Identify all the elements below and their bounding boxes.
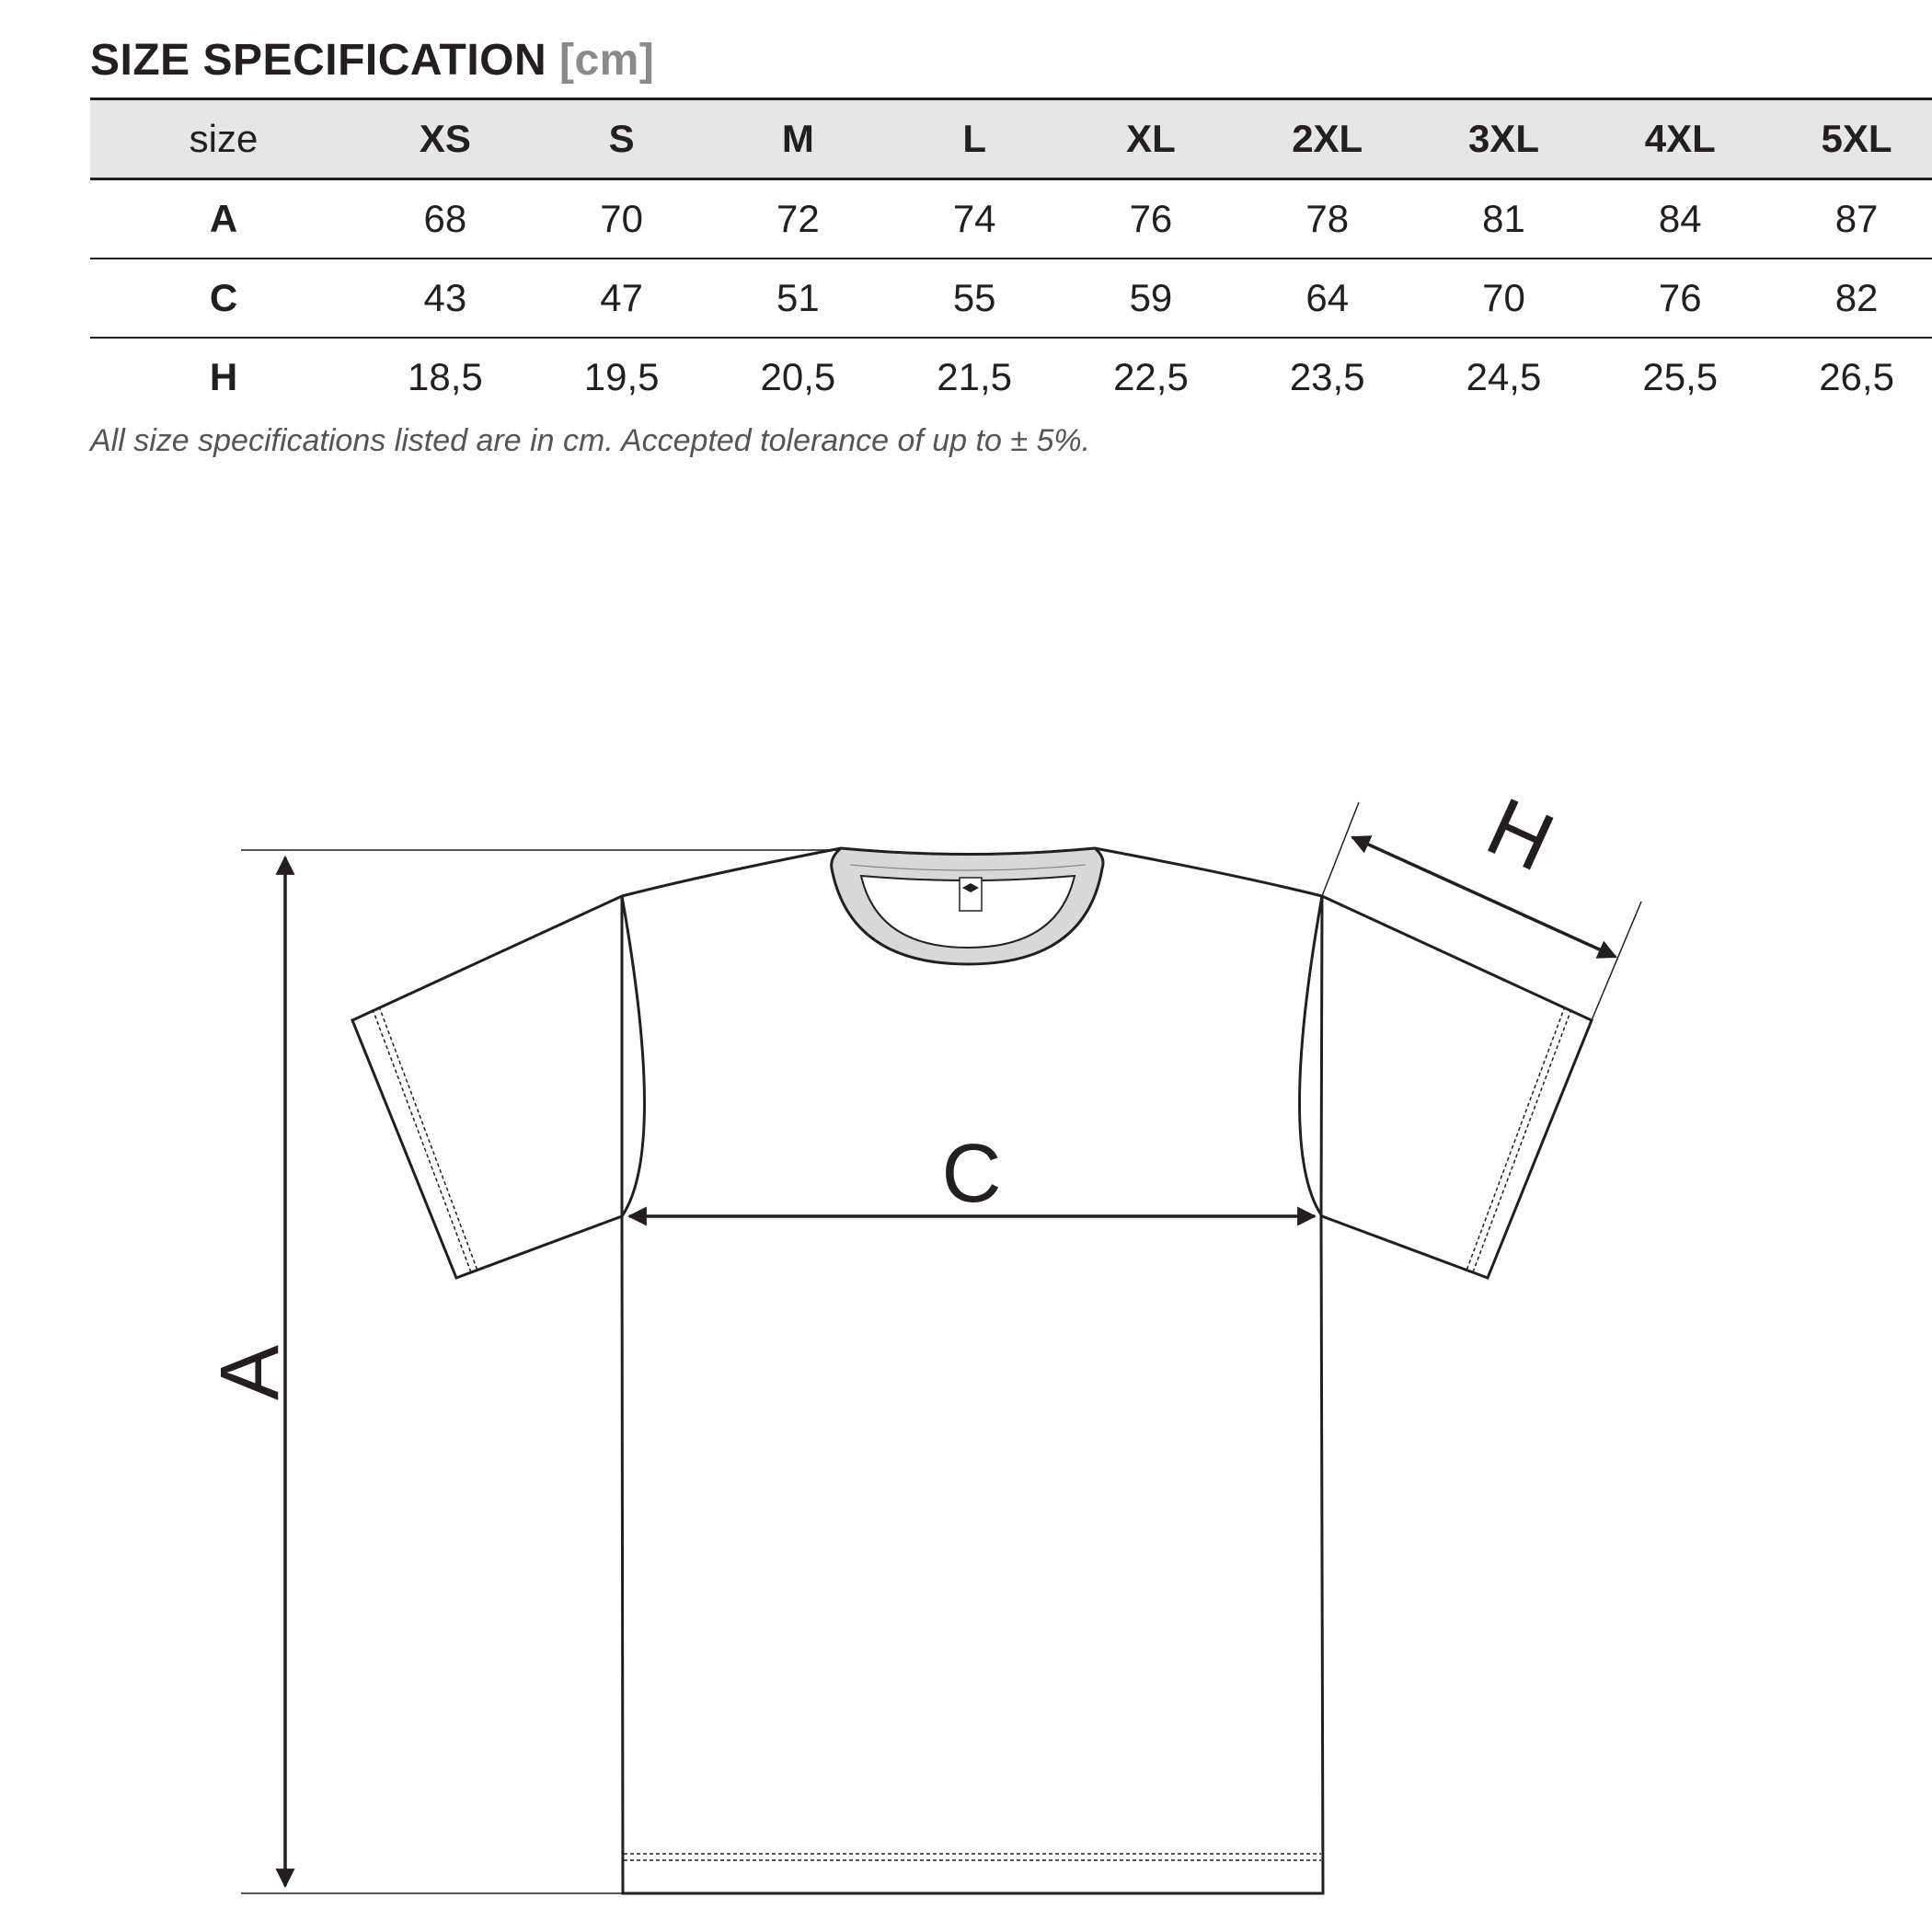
shoulder-right	[1095, 848, 1322, 896]
table-cell: 22,5	[1113, 355, 1189, 398]
armhole-left	[622, 896, 645, 1216]
table-cell: 78	[1305, 197, 1350, 240]
table-cell: 20,5	[760, 355, 836, 398]
table-cell: 76	[1658, 276, 1702, 319]
table-cell: 59	[1129, 276, 1173, 319]
header-cell: size	[90, 99, 357, 179]
header-cell: 3XL	[1416, 99, 1593, 179]
row-label: C	[209, 276, 238, 319]
table-cell: 76	[1129, 197, 1173, 240]
sleeve-right	[1322, 896, 1592, 1278]
table-cell: 64	[1305, 276, 1350, 319]
table-cell: 55	[952, 276, 996, 319]
sleeve-left-stitch	[373, 1009, 471, 1272]
table-cell: 68	[423, 197, 467, 240]
table-cell: 72	[776, 197, 820, 240]
header-cell: 4XL	[1592, 99, 1768, 179]
table-cell: 43	[423, 276, 467, 319]
table-cell: 25,5	[1642, 355, 1719, 398]
table-cell: 81	[1482, 197, 1525, 240]
table-cell: 18,5	[408, 355, 483, 398]
armhole-right	[1300, 896, 1323, 1216]
sleeve-right-stitch	[1466, 1006, 1565, 1271]
row-label: H	[209, 355, 238, 398]
sleeve-left-stitch	[379, 1006, 477, 1271]
label-c: C	[941, 1128, 1002, 1220]
table-cell: 26,5	[1819, 355, 1894, 398]
table-cell: 21,5	[937, 355, 1013, 398]
guide-line-h	[1322, 802, 1359, 896]
table-cell: 74	[952, 197, 996, 240]
guide-line-h	[1592, 902, 1641, 1020]
shoulder-left	[622, 848, 841, 896]
table-cell: 70	[1482, 276, 1525, 319]
sleeve-right-stitch	[1473, 1009, 1571, 1272]
table-cell: 70	[600, 197, 643, 240]
row-label: A	[209, 197, 238, 240]
table-cell: 47	[600, 276, 643, 319]
header-cell: XL	[1063, 99, 1239, 179]
table-cell: 82	[1834, 276, 1879, 319]
sleeve-left	[352, 896, 622, 1278]
table-cell: 51	[776, 276, 820, 319]
header-cell: S	[534, 99, 710, 179]
neck-label	[960, 878, 982, 911]
title-text: SIZE SPECIFICATION	[90, 36, 547, 85]
shirt-body	[622, 896, 1323, 1893]
header-cell: L	[886, 99, 1063, 179]
table-cell: 19,5	[583, 355, 660, 398]
header-cell: M	[710, 99, 887, 179]
table-cell: 87	[1834, 197, 1879, 240]
label-a: A	[204, 1344, 296, 1401]
table-cell: 24,5	[1466, 355, 1542, 398]
tolerance-note: All size specifications listed are in cm. Accepted tolerance of up to ± 5%.	[90, 423, 1091, 458]
header-cell: 2XL	[1239, 99, 1416, 179]
header-cell: 5XL	[1768, 99, 1932, 179]
header-cell: XS	[357, 99, 534, 179]
table-cell: 23,5	[1289, 355, 1365, 398]
title-unit: [cm]	[559, 36, 655, 85]
label-h: H	[1474, 780, 1567, 890]
table-cell: 84	[1658, 197, 1702, 240]
